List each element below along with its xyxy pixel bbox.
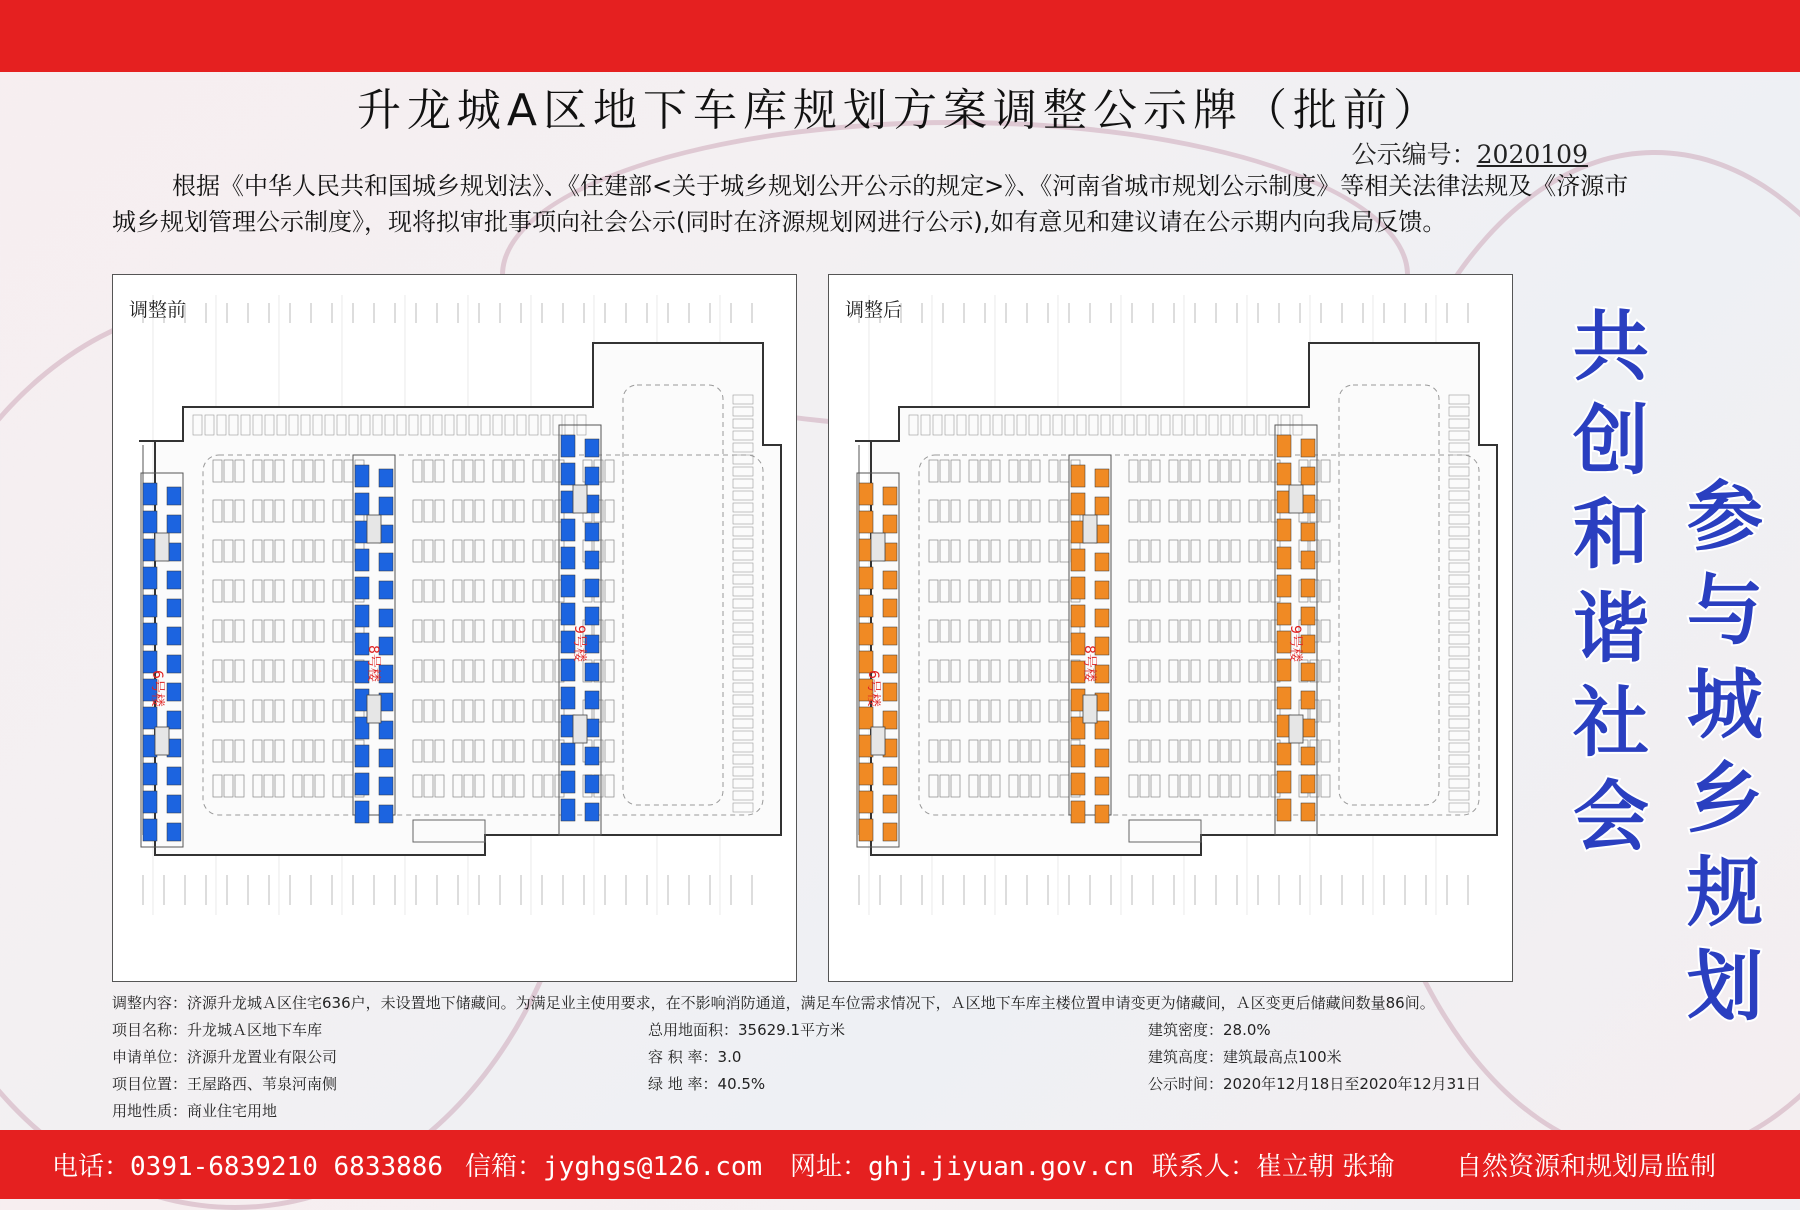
storage-room	[1071, 577, 1085, 599]
site-url[interactable]: ghj.jiyuan.gov.cn	[868, 1152, 1135, 1182]
slogan-char: 共	[1573, 302, 1649, 391]
storage-room	[1277, 743, 1291, 765]
storage-room	[585, 551, 599, 569]
storage-room	[883, 767, 897, 785]
storage-room	[561, 771, 575, 793]
notice-number-value: 2020109	[1476, 140, 1588, 169]
slogan-char: 参	[1687, 472, 1763, 561]
storage-room	[379, 749, 393, 767]
stair-core	[1083, 695, 1097, 723]
storage-room	[585, 579, 599, 597]
building-label: 8号楼	[1081, 645, 1097, 682]
storage-room	[355, 605, 369, 627]
stair-core	[1289, 485, 1303, 513]
plan-panel-before	[112, 274, 797, 982]
contact-person	[1152, 1146, 1394, 1183]
building-label: 8号楼	[365, 645, 381, 682]
building-label: 6号楼	[149, 670, 165, 707]
building-label: 6号楼	[865, 670, 881, 707]
storage-room	[585, 803, 599, 821]
storage-room	[143, 819, 157, 841]
slogan-char: 社	[1573, 678, 1649, 767]
storage-room	[585, 663, 599, 681]
storage-room	[143, 791, 157, 813]
storage-room	[883, 655, 897, 673]
storage-room	[1095, 805, 1109, 823]
storage-room	[1301, 467, 1315, 485]
contact-phone	[52, 1146, 443, 1183]
contact-mail	[465, 1146, 762, 1183]
storage-room	[1277, 659, 1291, 681]
storage-room	[1301, 607, 1315, 625]
project-location: 项目位置：王屋路西、苇泉河南侧	[112, 1075, 338, 1093]
storage-room	[379, 469, 393, 487]
building-density: 建筑密度：28.0%	[1148, 1021, 1271, 1039]
storage-room	[1301, 551, 1315, 569]
storage-room	[859, 623, 873, 645]
slogan-char: 谐	[1573, 584, 1649, 673]
storage-room	[1095, 581, 1109, 599]
storage-room	[167, 683, 181, 701]
storage-room	[143, 707, 157, 729]
storage-room	[379, 609, 393, 627]
storage-room	[355, 745, 369, 767]
storage-room	[1277, 603, 1291, 625]
storage-room	[1277, 463, 1291, 485]
supervisor: 自然资源和规划局监制	[1456, 1152, 1717, 1182]
storage-room	[167, 627, 181, 645]
contact-person-label: 联系人：	[1152, 1152, 1257, 1182]
storage-room	[143, 623, 157, 645]
storage-room	[1277, 519, 1291, 541]
storage-room	[561, 687, 575, 709]
storage-room	[561, 547, 575, 569]
storage-room	[1071, 549, 1085, 571]
storage-room	[585, 523, 599, 541]
stair-core	[367, 515, 381, 543]
storage-room	[883, 599, 897, 617]
storage-room	[1301, 803, 1315, 821]
slogan-char: 乡	[1687, 754, 1763, 843]
stair-core	[871, 533, 885, 561]
storage-room	[883, 823, 897, 841]
slogan-char: 城	[1687, 660, 1763, 749]
storage-room	[355, 465, 369, 487]
storage-room	[585, 467, 599, 485]
stair-core	[367, 695, 381, 723]
slogan-char: 和	[1573, 490, 1649, 579]
storage-room	[355, 549, 369, 571]
storage-room	[859, 567, 873, 589]
storage-room	[1301, 439, 1315, 457]
storage-room	[167, 515, 181, 533]
building-height: 建筑高度：建筑最高点100米	[1148, 1048, 1342, 1066]
intro-paragraph: 根据《中华人民共和国城乡规划法》、《住建部<关于城乡规划公开公示的规定>》、《河南省城市规划公示制度》等相关法律法规及《济源市城乡规划管理公示制度》，现将拟审批事项向社会公示(同时在济源规划网进行公示),如有意见和建议请在公示期内向我局反馈。	[112, 172, 1629, 236]
storage-room	[1071, 745, 1085, 767]
storage-room	[859, 763, 873, 785]
slogan-char: 与	[1687, 566, 1763, 655]
storage-room	[561, 799, 575, 821]
phone-number: 0391-6839210 6833886	[130, 1152, 444, 1182]
floor-plan-before	[113, 275, 796, 981]
storage-room	[355, 801, 369, 823]
storage-room	[1071, 801, 1085, 823]
storage-room	[379, 805, 393, 823]
storage-room	[167, 711, 181, 729]
building-label: 9号楼	[571, 625, 587, 662]
storage-room	[143, 511, 157, 533]
slogan-char: 会	[1573, 772, 1649, 861]
storage-room	[167, 767, 181, 785]
applicant: 申请单位：济源升龙置业有限公司	[112, 1048, 338, 1066]
storage-room	[1071, 493, 1085, 515]
storage-room	[859, 511, 873, 533]
site-label: 网址：	[790, 1152, 869, 1182]
storage-room	[1095, 721, 1109, 739]
storage-room	[883, 487, 897, 505]
storage-room	[561, 519, 575, 541]
storage-room	[167, 599, 181, 617]
storage-room	[585, 747, 599, 765]
storage-room	[143, 763, 157, 785]
storage-room	[379, 581, 393, 599]
slogan-right	[1670, 470, 1780, 1034]
storage-room	[859, 595, 873, 617]
storage-room	[1301, 579, 1315, 597]
storage-room	[1301, 663, 1315, 681]
stair-core	[1083, 515, 1097, 543]
storage-room	[561, 659, 575, 681]
notice-number	[1352, 135, 1588, 171]
slogan-char: 规	[1687, 848, 1763, 937]
stair-core	[573, 485, 587, 513]
panel-label-after: 调整后	[845, 299, 903, 321]
storage-room	[883, 683, 897, 701]
storage-room	[859, 707, 873, 729]
storage-room	[859, 791, 873, 813]
storage-room	[143, 567, 157, 589]
notice-period: 公示时间：2020年12月18日至2020年12月31日	[1148, 1075, 1481, 1093]
storage-room	[585, 607, 599, 625]
storage-room	[379, 721, 393, 739]
storage-room	[167, 655, 181, 673]
storage-room	[1277, 687, 1291, 709]
floor-plan-after	[829, 275, 1512, 981]
green-ratio: 绿 地 率：40.5%	[648, 1075, 766, 1093]
storage-room	[561, 575, 575, 597]
storage-room	[379, 497, 393, 515]
phone-label: 电话：	[52, 1152, 131, 1182]
storage-room	[355, 773, 369, 795]
storage-room	[859, 483, 873, 505]
plan-panel-after	[828, 274, 1513, 982]
storage-room	[561, 463, 575, 485]
storage-room	[143, 595, 157, 617]
storage-room	[1071, 605, 1085, 627]
storage-room	[1277, 575, 1291, 597]
adjustment-content: 调整内容：济源升龙城Ａ区住宅636户，未设置地下储藏间。为满足业主使用要求，在不影响消防通道，满足车位需求情况下，Ａ区地下车库主楼位置申请变更为储藏间，Ａ区变更后储藏间数量86间。	[112, 994, 1435, 1012]
storage-room	[1277, 771, 1291, 793]
storage-room	[883, 795, 897, 813]
storage-room	[1095, 749, 1109, 767]
stair-core	[155, 533, 169, 561]
mail-label: 信箱：	[465, 1152, 544, 1182]
storage-room	[167, 823, 181, 841]
storage-room	[883, 571, 897, 589]
notice-number-label: 公示编号：	[1351, 140, 1477, 169]
storage-room	[355, 577, 369, 599]
storage-room	[1095, 497, 1109, 515]
storage-room	[1071, 465, 1085, 487]
storage-room	[1277, 435, 1291, 457]
storage-room	[561, 743, 575, 765]
stair-core	[1289, 715, 1303, 743]
storage-room	[379, 553, 393, 571]
slogan-char: 创	[1573, 396, 1649, 485]
project-name: 项目名称：升龙城Ａ区地下车库	[112, 1021, 323, 1039]
storage-room	[561, 603, 575, 625]
contact-site	[790, 1146, 1134, 1183]
storage-room	[355, 493, 369, 515]
mail-address[interactable]: jyghgs@126.com	[543, 1152, 763, 1182]
stair-core	[871, 727, 885, 755]
slogan-left	[1556, 300, 1666, 864]
storage-room	[1277, 799, 1291, 821]
building-label: 9号楼	[1287, 625, 1303, 662]
storage-room	[167, 487, 181, 505]
slogan-char: 划	[1687, 942, 1763, 1031]
storage-room	[379, 777, 393, 795]
storage-room	[1301, 523, 1315, 541]
storage-room	[1095, 553, 1109, 571]
floor-area-ratio: 容 积 率：3.0	[648, 1048, 742, 1066]
page-title: 升龙城A区地下车库规划方案调整公示牌（批前）	[356, 85, 1444, 136]
stair-core	[573, 715, 587, 743]
storage-room	[1301, 747, 1315, 765]
storage-room	[1095, 469, 1109, 487]
land-use: 用地性质：商业住宅用地	[112, 1102, 278, 1120]
storage-room	[585, 439, 599, 457]
storage-room	[167, 571, 181, 589]
storage-room	[1301, 775, 1315, 793]
storage-room	[167, 795, 181, 813]
storage-room	[883, 711, 897, 729]
top-red-band	[0, 0, 1800, 72]
storage-room	[1277, 547, 1291, 569]
storage-room	[585, 775, 599, 793]
storage-room	[883, 627, 897, 645]
storage-room	[859, 819, 873, 841]
storage-room	[585, 691, 599, 709]
storage-room	[1095, 777, 1109, 795]
storage-room	[561, 435, 575, 457]
storage-room	[1301, 691, 1315, 709]
storage-room	[1095, 609, 1109, 627]
total-land-area: 总用地面积：35629.1平方米	[648, 1021, 846, 1039]
storage-room	[883, 515, 897, 533]
storage-room	[143, 483, 157, 505]
panel-label-before: 调整前	[129, 299, 187, 321]
storage-room	[1071, 773, 1085, 795]
contact-person-names: 崔立朝 张瑜	[1256, 1152, 1395, 1182]
contact-band	[0, 1130, 1800, 1199]
stair-core	[155, 727, 169, 755]
